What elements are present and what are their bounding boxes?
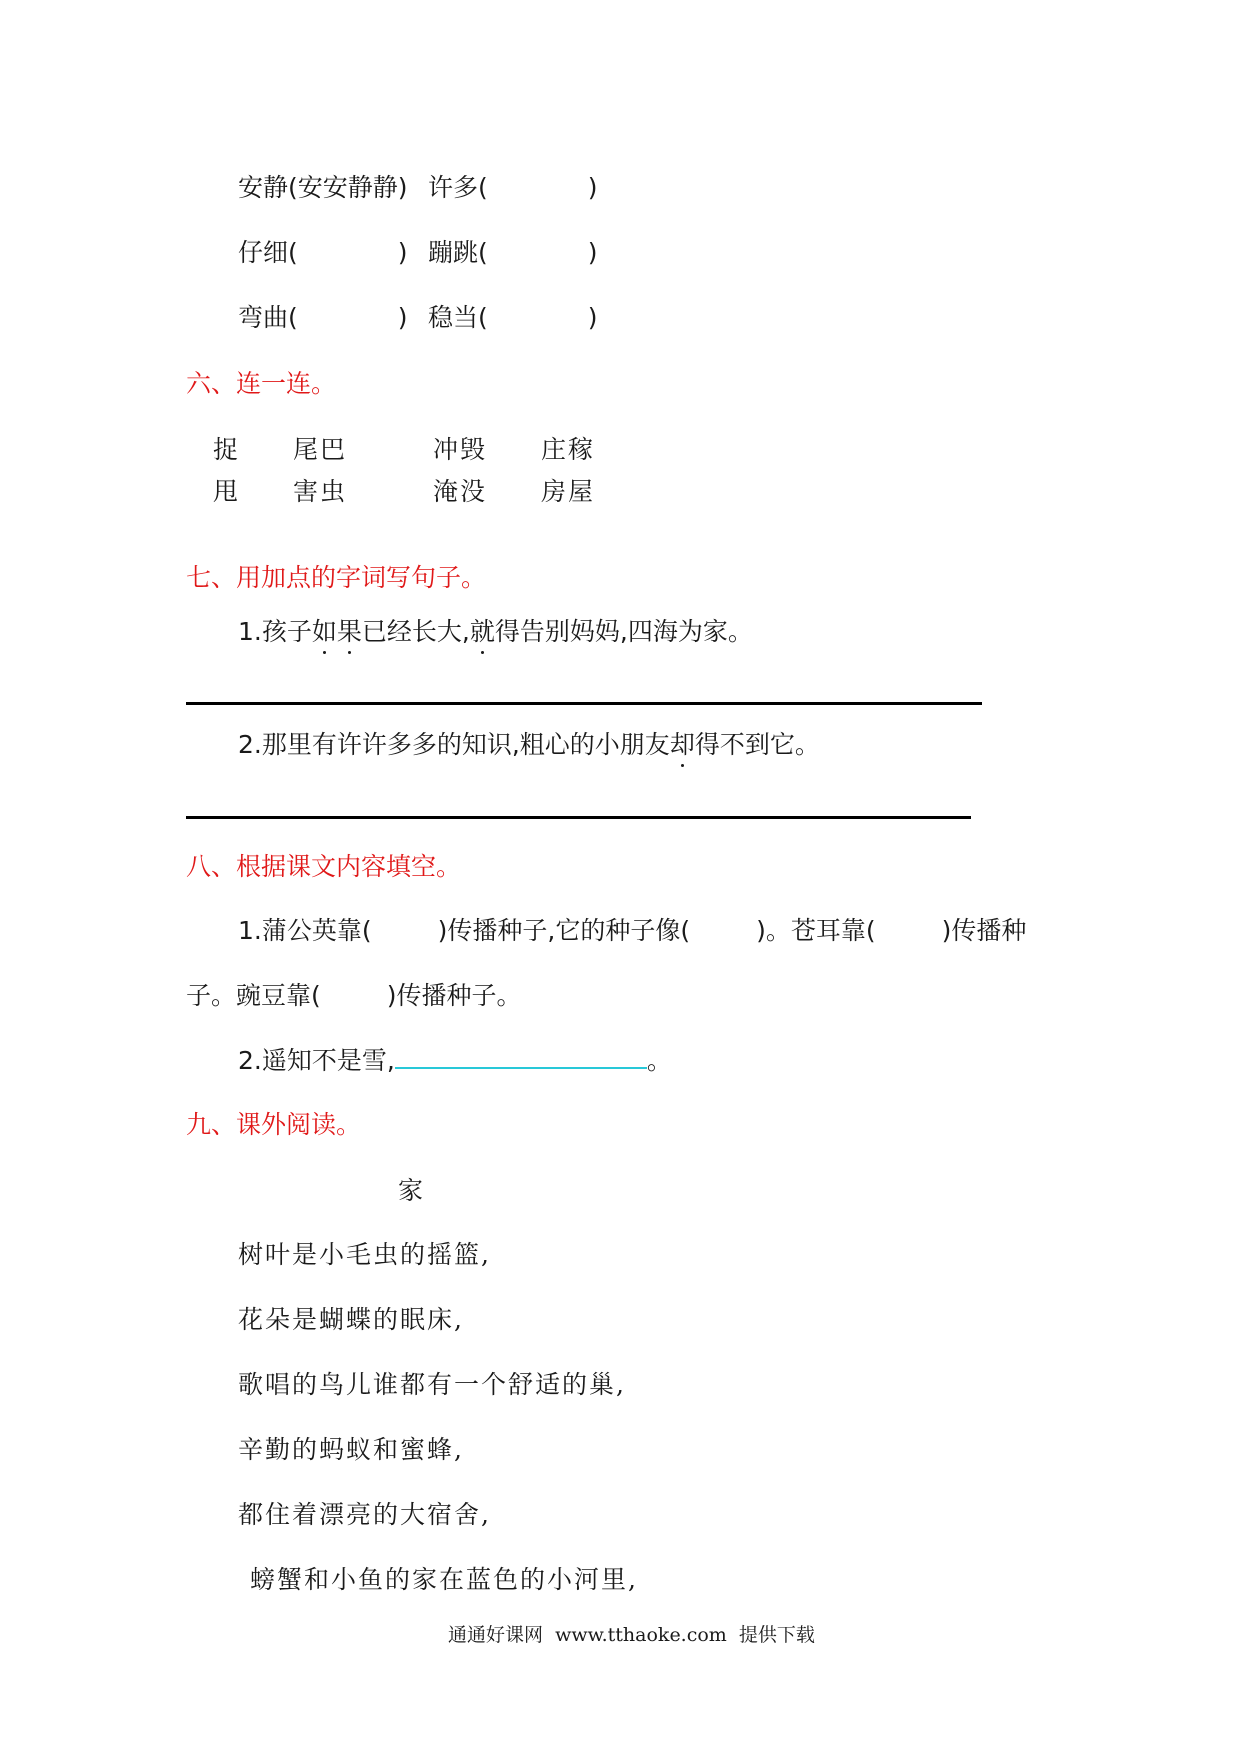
text: 遥知不是雪,: [261, 1046, 395, 1075]
text: 子。豌豆靠(: [186, 981, 321, 1010]
match-left-1-bottom[interactable]: 甩: [213, 477, 241, 506]
answer-line-q1[interactable]: [186, 702, 982, 705]
sentence-q2: [238, 725, 820, 761]
text: 蒲公英靠(: [261, 916, 372, 945]
section8-heading: 八、根据课文内容填空。: [186, 852, 462, 881]
text: 孩子: [261, 617, 312, 646]
match-right-1-top[interactable]: 冲毁: [433, 435, 488, 464]
question-number: 2.: [238, 1046, 262, 1075]
text: 得不到它。: [694, 730, 820, 759]
word: 弯曲: [238, 303, 289, 332]
answer: 安安静静: [297, 173, 398, 202]
poem-title: 家: [398, 1176, 424, 1205]
question-number: 1.: [238, 617, 262, 646]
match-right-2-bottom[interactable]: 房屋: [541, 477, 596, 506]
word: 蹦跳: [428, 238, 479, 267]
dotted-char: 如: [311, 617, 337, 646]
match-right-2-top[interactable]: 庄稼: [541, 435, 596, 464]
match-left-2-bottom[interactable]: 害虫: [293, 477, 348, 506]
text: )传播种子。: [386, 981, 522, 1010]
dotted-char: 果: [336, 617, 362, 646]
word-row-1b: 许多( ): [428, 173, 598, 202]
match-right-1-bottom[interactable]: 淹没: [433, 477, 488, 506]
word-row-2a: 仔细( ): [238, 238, 408, 267]
fill-q1-line1: [238, 911, 1026, 947]
word-row-1: 安静(安安静静): [238, 168, 408, 204]
question-number: 1.: [238, 916, 262, 945]
poem-line: 歌唱的鸟儿谁都有一个舒适的巢,: [238, 1370, 626, 1399]
word-row-2b: 蹦跳( ): [428, 238, 598, 267]
word: 稳当: [428, 303, 479, 332]
text: 已经长大,: [361, 617, 470, 646]
question-number: 2.: [238, 730, 262, 759]
dotted-char: 就: [469, 617, 495, 646]
poem-line: 都住着漂亮的大宿舍,: [238, 1500, 491, 1529]
sentence-q1: [238, 612, 753, 648]
word: 许多: [428, 173, 479, 202]
fill-q1-line2: [186, 976, 522, 1012]
answer-line[interactable]: [395, 1045, 647, 1069]
text: 那里有许许多多的知识,粗心的小朋友: [261, 730, 670, 759]
section9-heading: 九、课外阅读。: [186, 1110, 362, 1139]
match-left-2-top[interactable]: 尾巴: [293, 435, 348, 464]
poem-line: 辛勤的蚂蚁和蜜蜂,: [238, 1435, 464, 1464]
word: 安静: [238, 173, 289, 202]
text: )传播种: [941, 916, 1027, 945]
poem-line: 螃蟹和小鱼的家在蓝色的小河里,: [250, 1565, 638, 1594]
dotted-char: 却: [669, 730, 695, 759]
footer-text: 通通好课网 www.tthaoke.com 提供下载: [448, 1624, 815, 1646]
match-left-1-top[interactable]: 捉: [213, 435, 241, 464]
fill-q2: [238, 1041, 672, 1077]
word-row-3a: 弯曲( ): [238, 303, 408, 332]
text: )。苍耳靠(: [756, 916, 876, 945]
section7-heading: 七、用加点的字词写句子。: [186, 563, 487, 592]
text: 。: [646, 1046, 672, 1075]
poem-line: 花朵是蝴蝶的眠床,: [238, 1305, 464, 1334]
section6-heading: 六、连一连。: [186, 369, 337, 398]
answer-line-q2[interactable]: [186, 816, 971, 819]
word-row-3b: 稳当( ): [428, 303, 598, 332]
text: )传播种子,它的种子像(: [437, 916, 691, 945]
word: 仔细: [238, 238, 289, 267]
text: 得告别妈妈,四海为家。: [494, 617, 753, 646]
poem-line: 树叶是小毛虫的摇篮,: [238, 1240, 491, 1269]
